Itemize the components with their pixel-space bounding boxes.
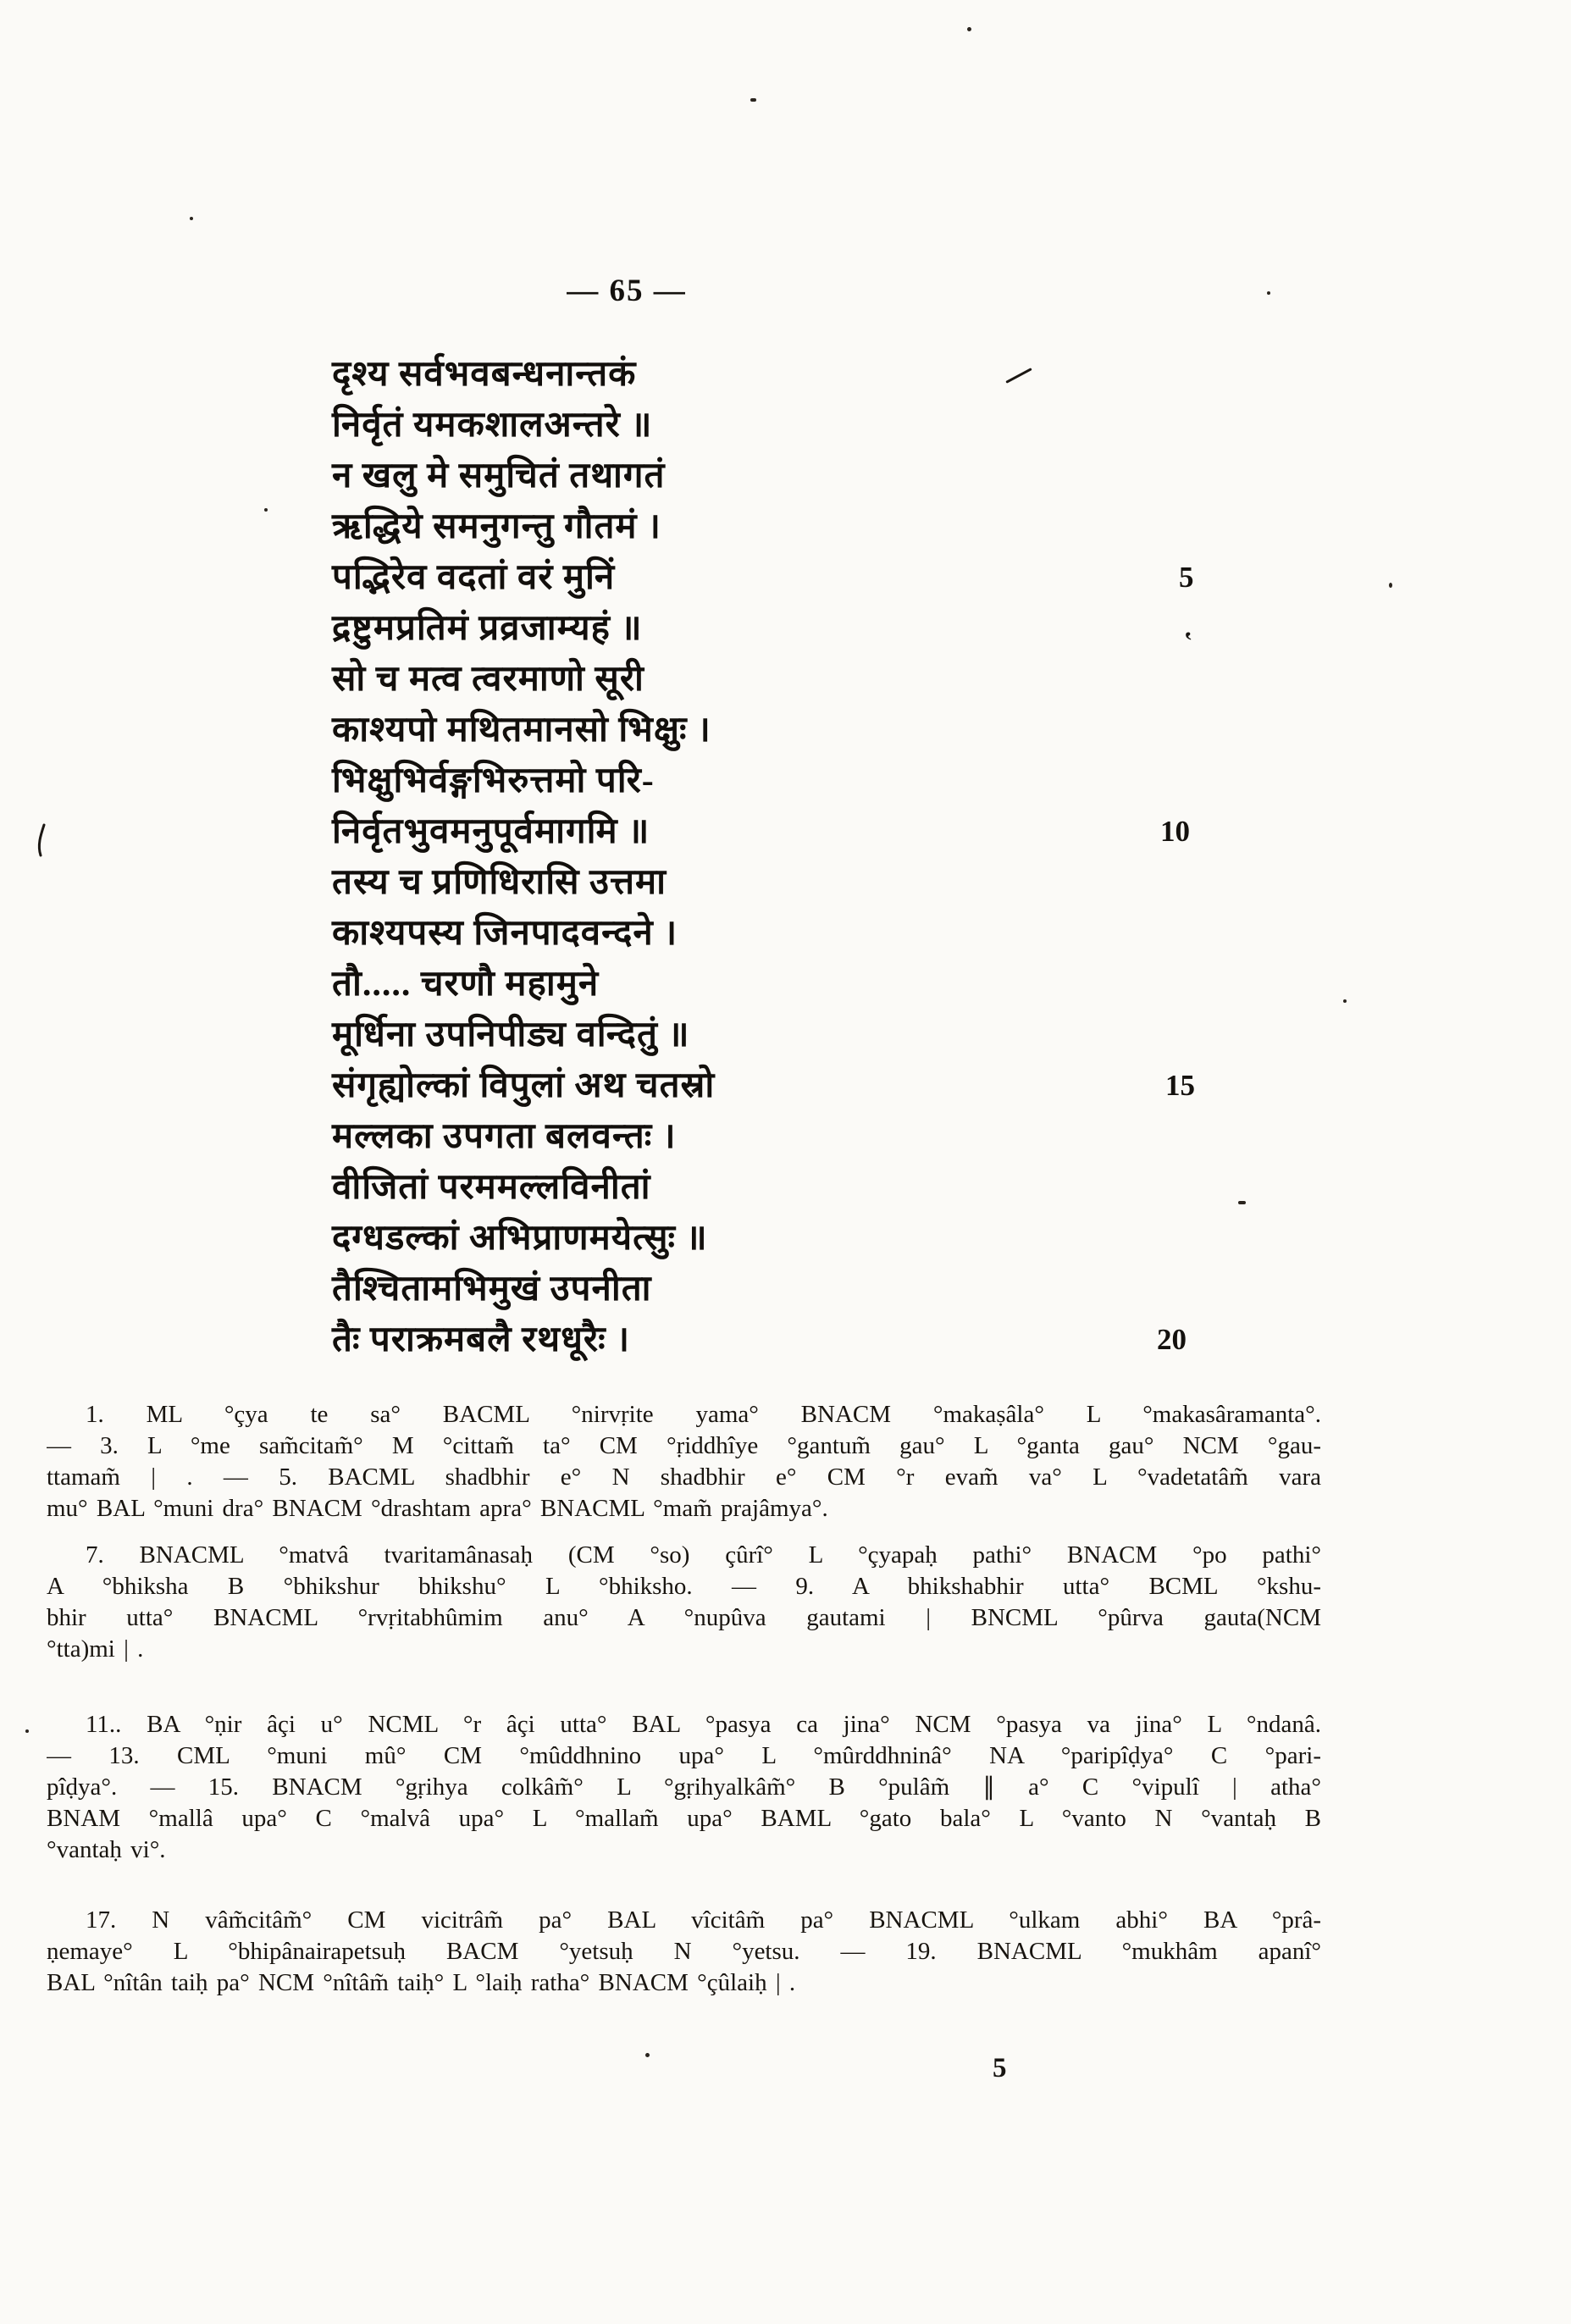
- scan-speck: [750, 98, 756, 102]
- scan-speck: [1238, 1201, 1246, 1204]
- apparatus-line: °tta)mi | .: [47, 1635, 144, 1663]
- verse-line: दृश्य सर्वभवबन्धनान्तकं: [332, 355, 637, 394]
- verse-line: मल्लका उपगता बलवन्तः ।: [332, 1117, 677, 1156]
- apparatus-line: °vantaḥ vi°.: [47, 1836, 166, 1863]
- margin-line-number-5: 5: [1179, 561, 1194, 594]
- scan-speck: [1343, 999, 1347, 1003]
- verse-line: तस्य च प्रणिधिरासि उत्तमा: [332, 863, 667, 902]
- verse-line: न खलु मे समुचितं तथागतं: [332, 456, 666, 495]
- apparatus-line: — 3. L °me sam̃citam̃° M °cittam̃ ta° CM °ṛiddhîye °gantum̃ gau° L °ganta gau° NCM °gau-: [47, 1432, 1321, 1459]
- margin-line-number-15: 15: [1165, 1069, 1195, 1102]
- verse-line: निर्वृतभुवमनुपूर्वमागमि ॥: [332, 812, 650, 851]
- apparatus-paragraph: [47, 1709, 1321, 1866]
- apparatus-line: 1. ML °çya te sa° BACML °nirvṛite yama° BNACM °makaṣâla° L °makasâramanta°.: [86, 1401, 1321, 1428]
- critical-apparatus-block: [47, 1399, 1321, 1999]
- apparatus-line: 7. BNACML °matvâ tvaritamânasaḥ (CM °so) çûrî° L °çyapaḥ pathi° BNACM °po pathi°: [86, 1541, 1321, 1569]
- apparatus-line: mu° BAL °muni dra° BNACM °drashtam apra° BNACML °mam̃ prajâmya°.: [47, 1495, 828, 1522]
- apparatus-line: ṇemaye° L °bhipânairapetsuḥ BACM °yetsuḥ N °yetsu. — 19. BNACML °mukhâm apanî°: [47, 1938, 1321, 1965]
- apparatus-line: bhir utta° BNACML °rvṛitabhûmim anu° A °nupûva gautami | BNCML °pûrva gauta(NCM: [47, 1604, 1321, 1631]
- apparatus-line: pîḍya°. — 15. BNACM °gṛihya colkâm̃° L °gṛihyalkâm̃° B °pulâm̃ ∥ a° C °vipulî | atha°: [47, 1773, 1321, 1801]
- verse-line: निर्वृतं यमकशालअन्तरे ॥: [332, 406, 653, 445]
- apparatus-line: BNAM °mallâ upa° C °malvâ upa° L °mallam̃ upa° BAML °gato bala° L °vanto N °vantaḥ B: [47, 1805, 1321, 1832]
- apparatus-line: — 13. CML °muni mû° CM °mûddhnino upa° L °mûrddhninâ° NA °paripîḍya° C °pari-: [47, 1742, 1321, 1769]
- signature-mark: 5: [993, 2053, 1007, 2083]
- scan-speck: [25, 1729, 29, 1733]
- scan-speck: [967, 27, 971, 31]
- devanagari-verse-block: [332, 349, 1145, 1365]
- margin-line-number-10: 10: [1160, 815, 1190, 848]
- scan-speck: [1267, 291, 1270, 295]
- verse-line: तैश्चितामभिमुखं उपनीता: [332, 1270, 652, 1309]
- verse-line: दग्धडल्कां अभिप्राणमयेत्सुः ॥: [332, 1219, 708, 1258]
- stray-comma-mark: ‛: [1184, 627, 1192, 655]
- verse-line: ऋद्धिये समनुगन्तु गौतमं ।: [332, 507, 661, 546]
- verse-line: मूर्धिना उपनिपीड्य वन्दितुं ॥: [332, 1015, 690, 1054]
- verse-line: संगृह्योल्कां विपुलां अथ चतस्रो: [332, 1066, 716, 1105]
- verse-line: द्रष्टुमप्रतिमं प्रव्रजाम्यहं ॥: [332, 609, 643, 648]
- verse-line: सो च मत्व त्वरमाणो सूरी: [332, 660, 644, 699]
- apparatus-line: A °bhiksha B °bhikshur bhikshu° L °bhiksho. — 9. A bhikshabhir utta° BCML °kshu-: [47, 1573, 1321, 1600]
- verse-line: काश्यपस्य जिनपादवन्दने ।: [332, 914, 678, 953]
- apparatus-line: 17. N vâm̃citâm̃° CM vicitrâm̃ pa° BAL vîcitâm̃ pa° BNACML °ulkam abhi° BA °prâ-: [86, 1906, 1321, 1934]
- margin-line-number-20: 20: [1157, 1323, 1187, 1356]
- verse-line: काश्यपो मथितमानसो भिक्षुः ।: [332, 711, 711, 750]
- apparatus-paragraph: [47, 1540, 1321, 1665]
- verse-line: तैः पराक्रमबलै रथधूरैः ।: [332, 1320, 631, 1359]
- apparatus-line: BAL °nîtân taiḥ pa° NCM °nîtâm̃ taiḥ° L °laiḥ ratha° BNACM °çûlaiḥ | .: [47, 1969, 796, 1996]
- scan-speck: [190, 217, 193, 220]
- verse-line: तौ..... चरणौ महामुने: [332, 965, 600, 1004]
- apparatus-paragraph: [47, 1905, 1321, 1999]
- apparatus-line: 11.. BA °ṇir âçi u° NCML °r âçi utta° BAL °pasya ca jina° NCM °pasya va jina° L °ndanâ.: [86, 1711, 1321, 1738]
- scan-speck: [1389, 583, 1392, 588]
- margin-hook-mark: [32, 823, 51, 857]
- verse-line: वीजितां परममल्लविनीतां: [332, 1168, 651, 1207]
- apparatus-paragraph: [47, 1399, 1321, 1524]
- apparatus-line: ttamam̃ | . — 5. BACML shadbhir e° N shadbhir e° CM °r evam̃ va° L °vadetatâm̃ vara: [47, 1464, 1321, 1491]
- scan-speck: [645, 2053, 650, 2057]
- verse-line: पद्भिरेव वदतां वरं मुनिं: [332, 558, 616, 597]
- verse-line: भिक्षुभिर्वङ्गभिरुत्तमो परि-: [332, 761, 655, 800]
- scan-speck: [264, 508, 268, 512]
- page-number-header: — 65 —: [567, 274, 687, 308]
